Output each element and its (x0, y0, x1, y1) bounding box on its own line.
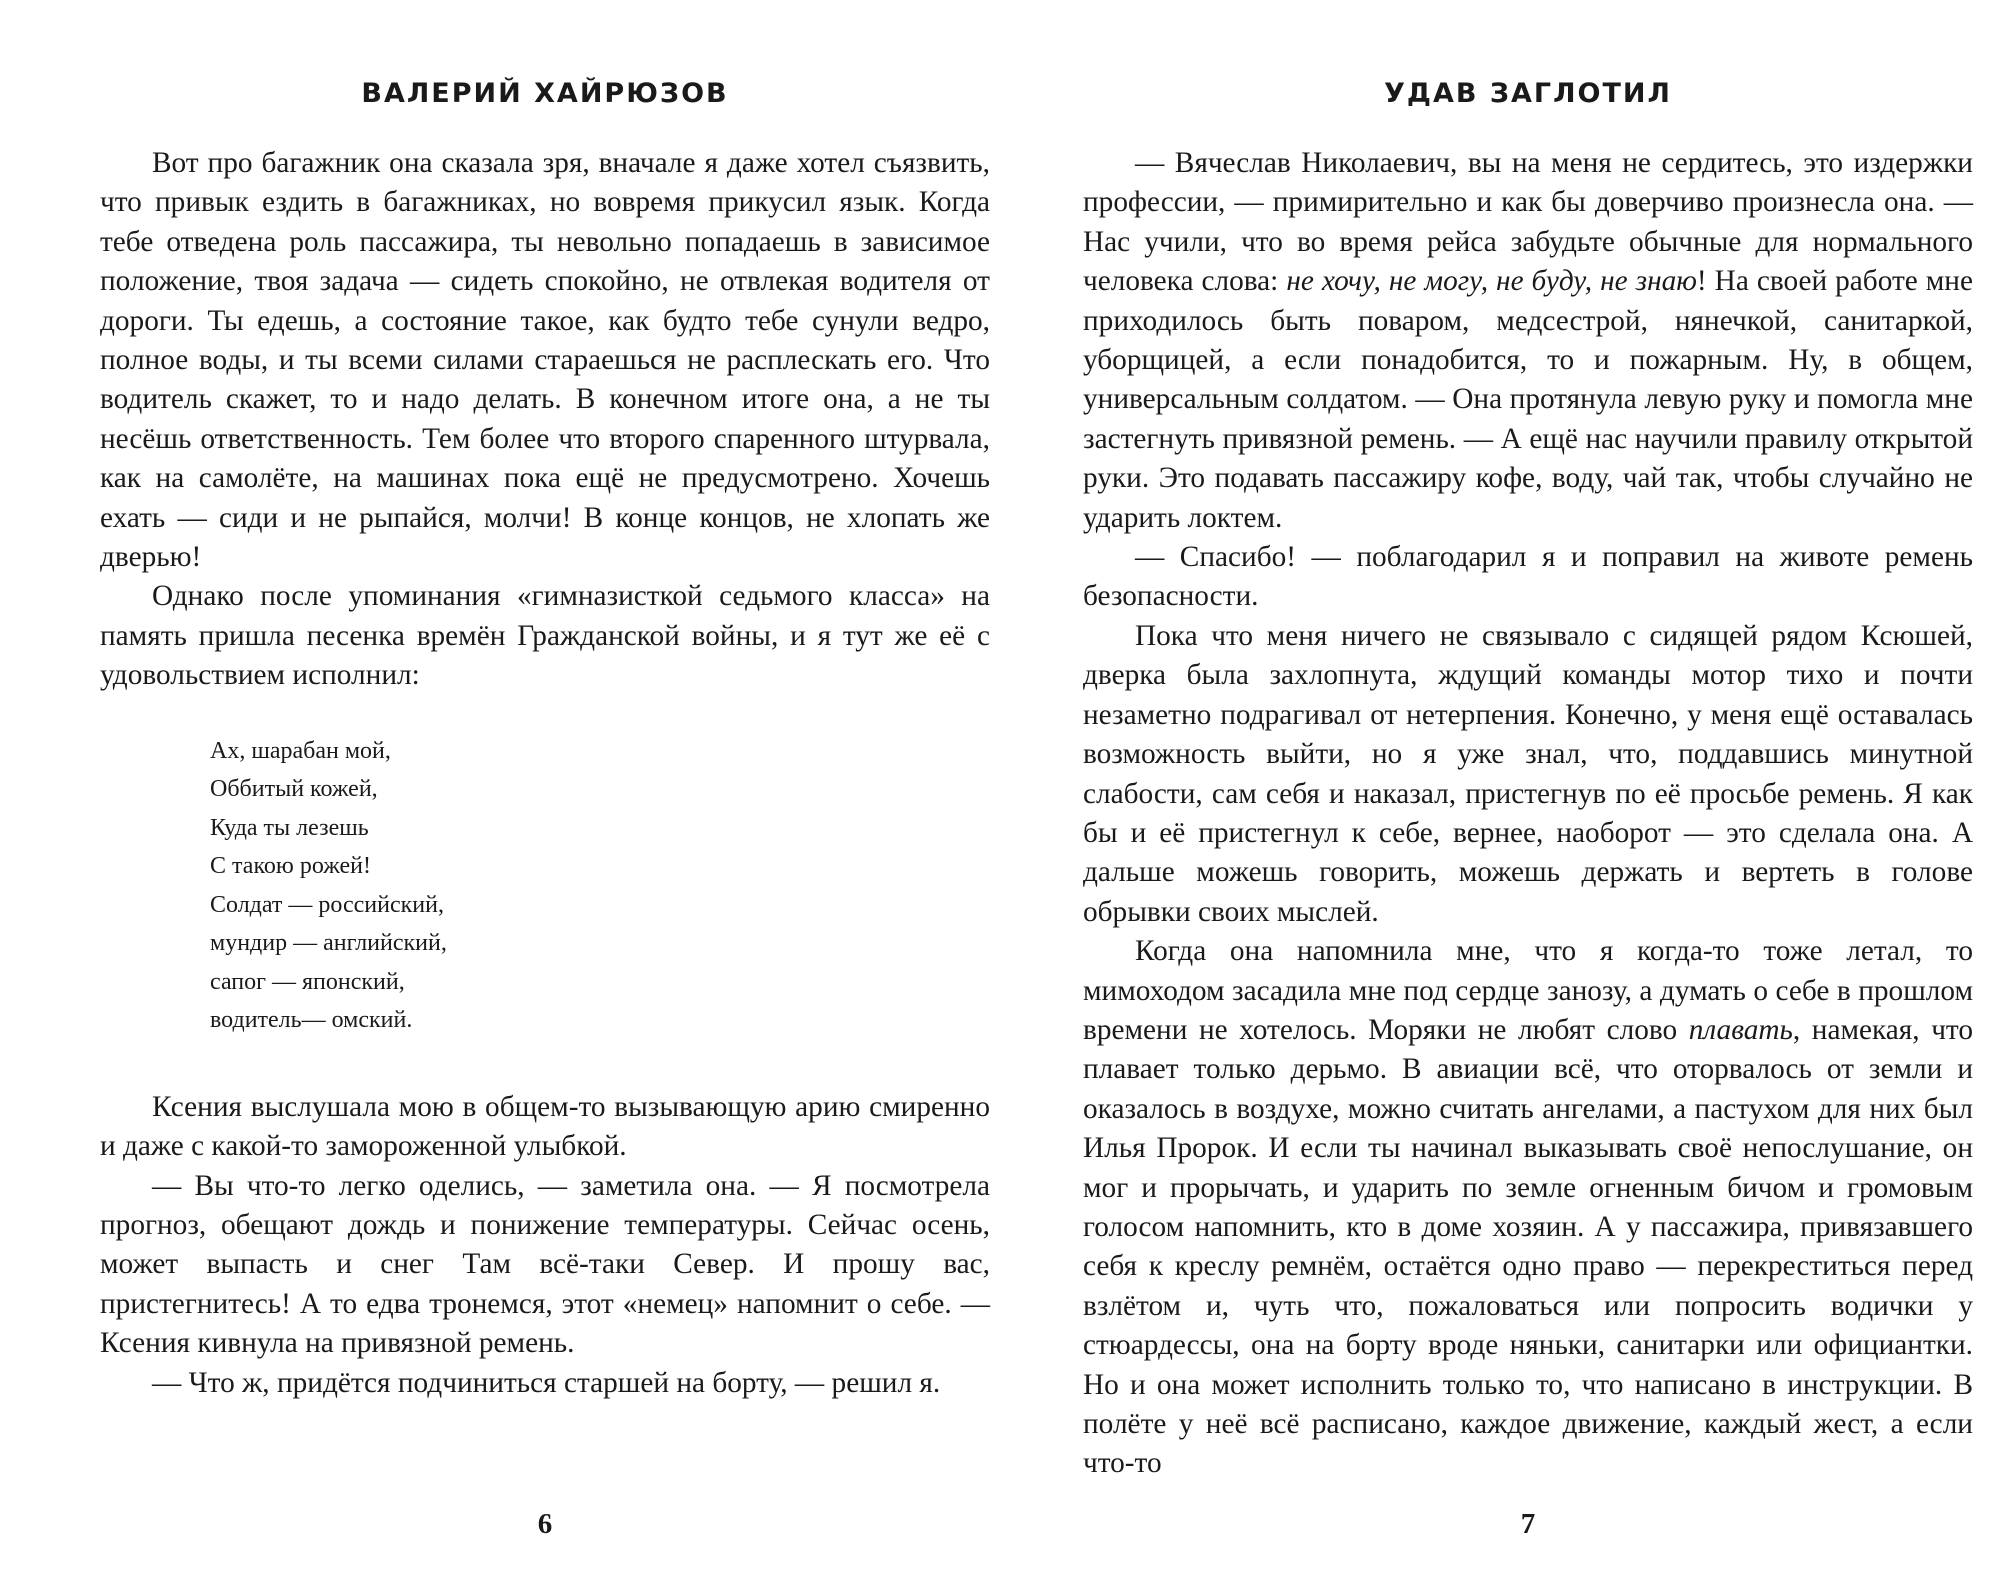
paragraph: Однако после упоминания «гимназисткой седьмого класса» на память пришла песенка времён Гражданской войны, и я тут же её с удовольствием исполнил: (100, 580, 990, 692)
song-verse (210, 732, 990, 1040)
verse-line: Солдат — российский, (210, 891, 444, 918)
running-head-title: УДАВ ЗАГЛОТИЛ (1384, 78, 1672, 109)
verse-line: Куда ты лезешь (210, 814, 369, 841)
verse-line: сапог — японский, (210, 968, 405, 995)
left-page (100, 0, 990, 1584)
paragraph (1083, 932, 1973, 1484)
page-number: 6 (537, 1508, 553, 1540)
text-run: ! На своей работе мне приходилось быть поваром, медсестрой, нянечкой, санитаркой, уборщицей, а если понадобится, то и пожарным. Ну, в общем, универсальным солдатом. — Она протянула левую руку и помогла мне застегнуть привязной ремень. — А ещё нас научили правилу открытой руки. Это подавать пассажиру кофе, воду, чай так, чтобы случайно не ударить локтем. (1083, 265, 1973, 534)
paragraph: — Спасибо! — поблагодарил я и поправил на животе ремень безопасности. (1083, 541, 1973, 613)
italic-word: плавать (1688, 1013, 1793, 1046)
paragraph: Ксения выслушала мою в общем-то вызывающую арию смиренно и даже с какой-то замороженной улыбкой. (100, 1090, 990, 1163)
running-head-author: ВАЛЕРИЙ ХАЙРЮЗОВ (361, 78, 729, 109)
right-page (1083, 0, 1973, 1584)
paragraph: — Что ж, придётся подчиниться старшей на борту, — решил я. (152, 1366, 941, 1399)
verse-line: Ах, шарабан мой, (210, 737, 391, 764)
right-page-body (1083, 144, 1973, 1484)
left-page-body (100, 144, 990, 1403)
text-run: Когда она напомнила мне, что я когда-то тоже летал, то мимоходом засадила мне под сердце занозу, а думать о себе в прошлом времени не хотелось. Моряки не любят слово (1083, 935, 1973, 1046)
page-number: 7 (1520, 1508, 1536, 1540)
text-run: — Вячеслав Николаевич, вы на меня не сердитесь, это издержки профессии, — примирительно и как бы доверчиво произнесла она. — Нас учили, что во время рейса забудьте обычные для нормального человека слова: (1083, 147, 1973, 298)
paragraph: — Вы что-то легко оделись, — заметила она. — Я посмотрела прогноз, обещают дождь и понижение температуры. Сейчас осень, может выпасть и снег Там всё-таки Север. И прошу вас, пристегнитесь! А то едва тронемся, этот «немец» напомнит о себе. — Ксения кивнула на привязной ремень. (100, 1169, 990, 1360)
paragraph: Вот про багажник она сказала зря, вначале я даже хотел съязвить, что привык ездить в багажниках, но вовремя прикусил язык. Когда тебе отведена роль пассажира, ты невольно попадаешь в зависимое положение, твоя задача — сидеть спокойно, не отвлекая водителя от дороги. Ты едешь, а состояние такое, как будто тебе сунули ведро, полное воды, и ты всеми силами стараешься не расплескать его. Что водитель скажет, то и надо делать. В конечном итоге она, а не ты несёшь ответственность. Тем более что второго спаренного штурвала, как на самолёте, на машинах пока ещё не предусмотрено. Хочешь ехать — сиди и не рыпайся, молчи! В конце концов, не хлопать же дверью! (100, 147, 990, 574)
paragraph (1083, 144, 1973, 538)
italic-phrase: не хочу, не могу, не буду, не знаю (1286, 265, 1697, 298)
verse-line: Оббитый кожей, (210, 776, 378, 803)
verse-line: мундир — английский, (210, 930, 447, 957)
verse-line: С такою рожей! (210, 853, 371, 880)
paragraph: Пока что меня ничего не связывало с сидящей рядом Ксюшей, дверка была захлопнута, ждущий команды мотор тихо и почти незаметно подрагивал от нетерпения. Конечно, у меня ещё оставалась возможность выйти, но я уже знал, что, поддавшись минутной слабости, сам себя и наказал, пристегнув по её просьбе ремень. Я как бы и её пристегнул к себе, вернее, наоборот — это сделала она. А дальше можешь говорить, можешь держать и вертеть в голове обрывки своих мыслей. (1083, 619, 1973, 928)
verse-line: водитель— омский. (210, 1007, 413, 1034)
text-run: , намекая, что плавает только дерьмо. В авиации всё, что оторвалось от земли и оказалось в воздухе, можно считать ангелами, а пастухом для них был Илья Пророк. И если ты начинал выказывать своё непослушание, он мог и прорычать, и ударить по земле огненным бичом и громовым голосом напомнить, кто в доме хозяин. А у пассажира, привязавшего себя к креслу ремнём, остаётся одно право — перекреститься перед взлётом и, чуть что, пожаловаться или попросить водички у стюардессы, она на борту вроде няньки, санитарки или официантки. Но и она может исполнить только то, что написано в инструкции. В полёте у неё всё расписано, каждое движение, каждый жест, а если что-то (1083, 1013, 1974, 1480)
